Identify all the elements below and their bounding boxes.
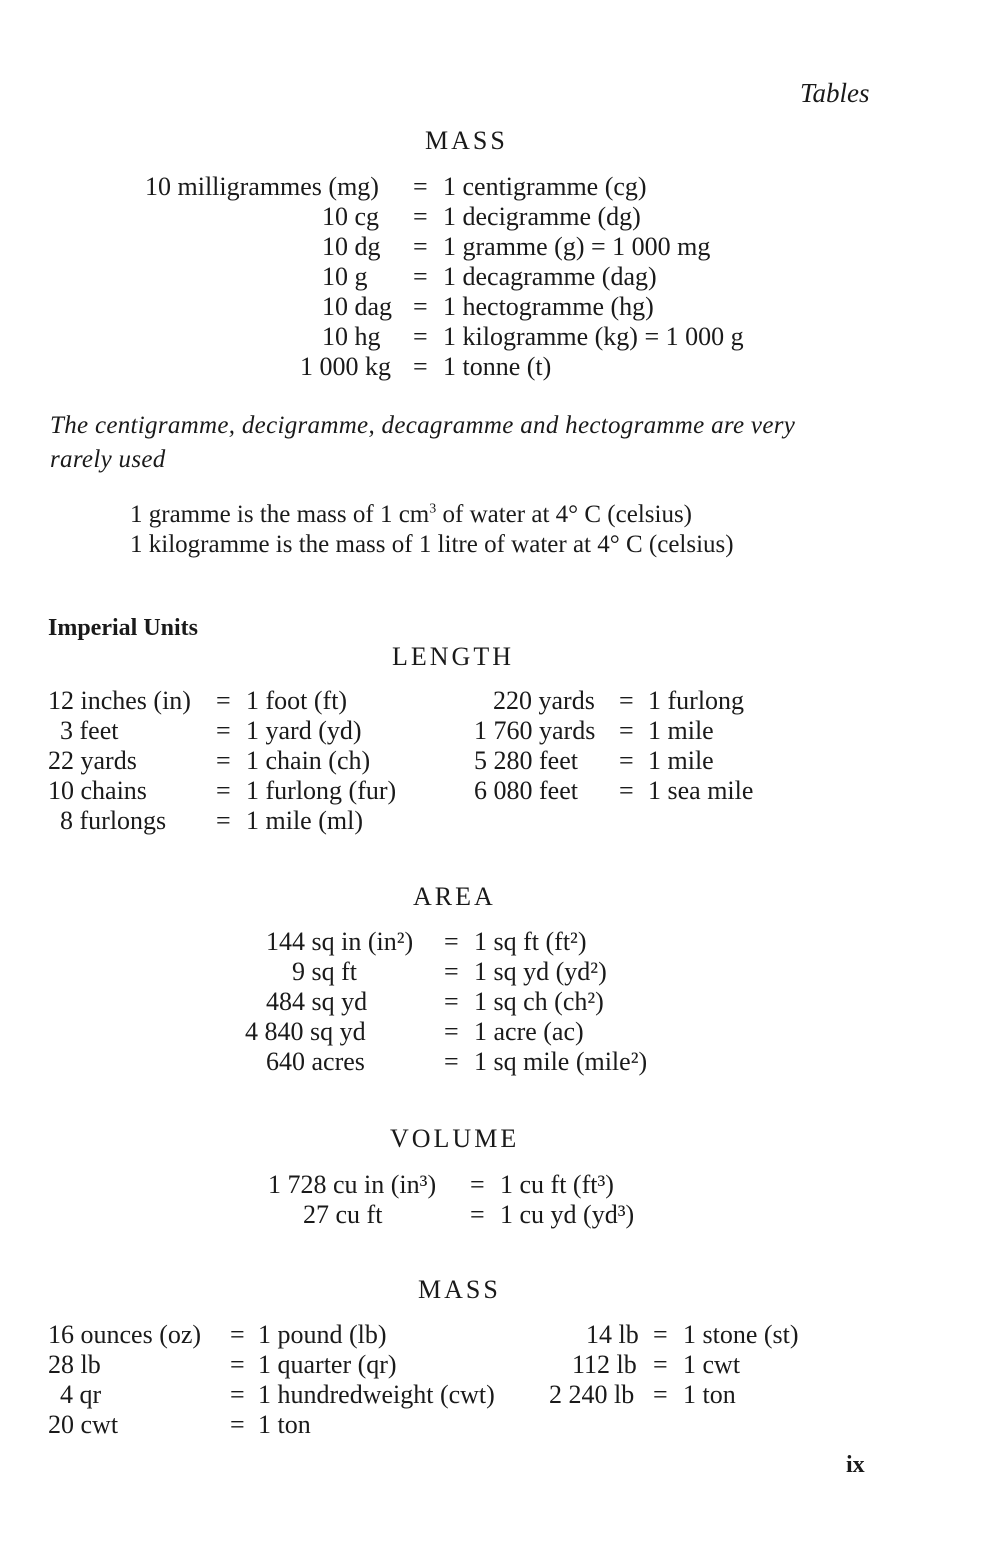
- kilogramme-definition: 1 kilogramme is the mass of 1 litre of water at 4° C (celsius): [130, 531, 734, 558]
- row-lhs: 28 lb: [48, 1350, 101, 1379]
- row-eq: =: [470, 1200, 485, 1229]
- table-row: [0, 232, 1000, 262]
- page-number: ix: [846, 1452, 865, 1478]
- row-rhs: 1 decagramme (dag): [443, 262, 657, 291]
- table-row: [0, 987, 1000, 1017]
- volume-heading: VOLUME: [390, 1124, 520, 1153]
- row-lhs: 220 yards: [493, 686, 595, 715]
- length-heading: LENGTH: [392, 642, 514, 671]
- row-rhs: 1 foot (ft): [246, 686, 348, 715]
- row-rhs: 1 furlong (fur): [246, 776, 397, 805]
- row-eq: =: [413, 202, 428, 231]
- table-row: [0, 1350, 1000, 1380]
- row-eq: =: [413, 322, 428, 351]
- row-rhs: 1 ton: [683, 1380, 736, 1409]
- row-lhs: 112 lb: [572, 1350, 637, 1379]
- length-table: [0, 686, 1000, 836]
- row-lhs: 10 cg: [322, 202, 380, 231]
- table-row: [0, 927, 1000, 957]
- table-row: [0, 746, 1000, 776]
- row-eq: =: [216, 806, 231, 835]
- row-eq: =: [230, 1320, 245, 1349]
- volume-table: [0, 1170, 1000, 1230]
- table-row: [0, 776, 1000, 806]
- row-rhs: 1 hectogramme (hg): [443, 292, 654, 321]
- row-lhs: 12 inches (in): [48, 686, 191, 715]
- row-rhs: 1 stone (st): [683, 1320, 799, 1349]
- row-eq: =: [619, 776, 634, 805]
- row-eq: =: [230, 1410, 245, 1439]
- row-rhs: 1 cwt: [683, 1350, 741, 1379]
- row-eq: =: [444, 957, 459, 986]
- row-lhs: 14 lb: [586, 1320, 639, 1349]
- row-lhs: 144 sq in (in²): [266, 927, 414, 956]
- row-eq: =: [619, 686, 634, 715]
- table-row: [0, 352, 1000, 382]
- row-rhs: 1 acre (ac): [474, 1017, 584, 1046]
- row-rhs: 1 mile: [648, 716, 714, 745]
- row-lhs: 16 ounces (oz): [48, 1320, 202, 1349]
- row-eq: =: [413, 262, 428, 291]
- row-rhs: 1 cu yd (yd³): [500, 1200, 635, 1229]
- table-row: [0, 1017, 1000, 1047]
- gramme-definition: [130, 501, 692, 529]
- row-rhs: 1 centigramme (cg): [443, 172, 647, 201]
- row-lhs: 3 feet: [60, 716, 119, 745]
- row-rhs: 1 hundredweight (cwt): [258, 1380, 495, 1409]
- table-row: [0, 322, 1000, 352]
- row-eq: =: [230, 1380, 245, 1409]
- row-lhs: 484 sq yd: [266, 987, 368, 1016]
- imperial-mass-table: [0, 1320, 1000, 1440]
- table-row: [0, 262, 1000, 292]
- row-lhs: 1 000 kg: [300, 352, 391, 381]
- row-lhs: 1 760 yards: [474, 716, 596, 745]
- row-lhs: 4 qr: [60, 1380, 102, 1409]
- row-lhs: 10 hg: [322, 322, 381, 351]
- row-rhs: 1 furlong: [648, 686, 745, 715]
- row-rhs: 1 sea mile: [648, 776, 754, 805]
- row-lhs: 10 dag: [322, 292, 393, 321]
- imperial-mass-heading: MASS: [418, 1275, 501, 1304]
- metric-mass-table: [0, 172, 1000, 382]
- row-lhs: 6 080 feet: [474, 776, 578, 805]
- row-lhs: 8 furlongs: [60, 806, 167, 835]
- area-table: [0, 927, 1000, 1077]
- row-rhs: 1 ton: [258, 1410, 311, 1439]
- superscript: 3: [429, 501, 437, 517]
- table-row: [0, 1170, 1000, 1200]
- table-row: [0, 1200, 1000, 1230]
- row-rhs: 1 sq mile (mile²): [474, 1047, 648, 1076]
- table-row: [0, 716, 1000, 746]
- row-rhs: 1 sq ft (ft²): [474, 927, 587, 956]
- table-row: [0, 686, 1000, 716]
- row-rhs: 1 cu ft (ft³): [500, 1170, 614, 1199]
- row-rhs: 1 sq yd (yd²): [474, 957, 607, 986]
- row-eq: =: [216, 776, 231, 805]
- row-rhs: 1 sq ch (ch²): [474, 987, 604, 1016]
- row-lhs: 4 840 sq yd: [245, 1017, 366, 1046]
- row-lhs: 10 dg: [322, 232, 381, 261]
- table-row: [0, 292, 1000, 322]
- row-lhs: 10 milligrammes (mg): [145, 172, 379, 201]
- row-rhs: 1 mile (ml): [246, 806, 363, 835]
- row-lhs: 27 cu ft: [303, 1200, 383, 1229]
- row-eq: =: [444, 927, 459, 956]
- row-eq: =: [444, 1047, 459, 1076]
- note-line-1: The centigramme, decigramme, decagramme and hectogramme are very: [50, 412, 796, 439]
- row-lhs: 9 sq ft: [292, 957, 357, 986]
- row-rhs: 1 tonne (t): [443, 352, 552, 381]
- table-row: [0, 1410, 1000, 1440]
- fact-text: 1 gramme is the mass of 1 cm: [130, 501, 430, 528]
- fact-text: of water at 4° C (celsius): [436, 501, 692, 528]
- row-rhs: 1 kilogramme (kg) = 1 000 g: [443, 322, 744, 351]
- imperial-units-subheading: Imperial Units: [48, 615, 198, 641]
- row-eq: =: [413, 292, 428, 321]
- row-eq: =: [413, 172, 428, 201]
- row-eq: =: [619, 716, 634, 745]
- table-row: [0, 172, 1000, 202]
- row-eq: =: [653, 1380, 668, 1409]
- row-lhs: 22 yards: [48, 746, 137, 775]
- table-row: [0, 202, 1000, 232]
- row-eq: =: [216, 716, 231, 745]
- metric-mass-heading: MASS: [425, 126, 508, 155]
- row-eq: =: [653, 1350, 668, 1379]
- row-rhs: 1 quarter (qr): [258, 1350, 397, 1379]
- area-heading: AREA: [413, 882, 496, 911]
- table-row: [0, 1380, 1000, 1410]
- row-eq: =: [470, 1170, 485, 1199]
- table-row: [0, 1047, 1000, 1077]
- table-row: [0, 1320, 1000, 1350]
- row-eq: =: [444, 1017, 459, 1046]
- row-eq: =: [216, 746, 231, 775]
- row-eq: =: [653, 1320, 668, 1349]
- row-rhs: 1 gramme (g) = 1 000 mg: [443, 232, 711, 261]
- row-eq: =: [230, 1350, 245, 1379]
- row-eq: =: [444, 987, 459, 1016]
- row-rhs: 1 pound (lb): [258, 1320, 387, 1349]
- row-rhs: 1 yard (yd): [246, 716, 362, 745]
- table-row: [0, 806, 1000, 836]
- running-head: Tables: [800, 78, 870, 108]
- row-lhs: 2 240 lb: [549, 1380, 635, 1409]
- row-lhs: 10 g: [322, 262, 368, 291]
- note-line-2: rarely used: [50, 446, 166, 473]
- row-eq: =: [216, 686, 231, 715]
- row-lhs: 1 728 cu in (in³): [268, 1170, 437, 1199]
- row-rhs: 1 mile: [648, 746, 714, 775]
- table-row: [0, 957, 1000, 987]
- row-lhs: 10 chains: [48, 776, 147, 805]
- row-lhs: 5 280 feet: [474, 746, 578, 775]
- row-lhs: 640 acres: [266, 1047, 365, 1076]
- row-eq: =: [619, 746, 634, 775]
- row-lhs: 20 cwt: [48, 1410, 119, 1439]
- row-rhs: 1 chain (ch): [246, 746, 371, 775]
- row-eq: =: [413, 352, 428, 381]
- row-eq: =: [413, 232, 428, 261]
- row-rhs: 1 decigramme (dg): [443, 202, 641, 231]
